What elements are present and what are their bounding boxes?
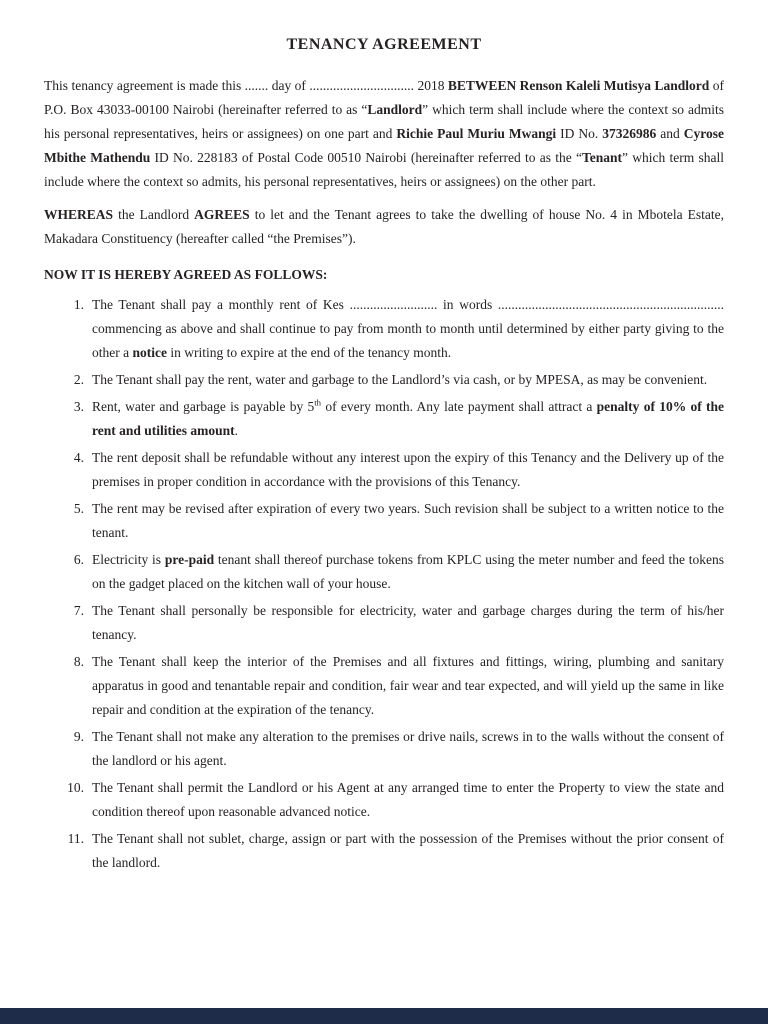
- clause-item: [44, 395, 724, 443]
- clause-text: Rent, water and garbage is payable by 5th of every month. Any late payment shall attract a penalty of 10% of the rent and utilities amount.: [92, 397, 725, 438]
- clause-text: The Tenant shall personally be responsible for electricity, water and garbage charges during the term of his/her tenancy.: [92, 603, 724, 642]
- clause-item: [44, 650, 724, 722]
- clause-number: 2.: [73, 372, 84, 387]
- clause-list: [44, 293, 724, 875]
- viewer-footer-bar: [0, 1008, 768, 1024]
- clause-item: [44, 599, 724, 647]
- clause-text: The Tenant shall keep the interior of the Premises and all fixtures and fittings, wiring, plumbing and sanitary apparatus in good and tenantable repair and condition, fair wear and tear expected, and will yield up the same in like repair and condition at the expiration of the tenancy.: [92, 654, 724, 717]
- clause-number: 4.: [73, 450, 84, 465]
- clause-text: The Tenant shall permit the Landlord or his Agent at any arranged time to enter the Property to view the state and condition thereof upon reasonable advanced notice.: [92, 780, 724, 819]
- document-title: TENANCY AGREEMENT: [286, 36, 482, 53]
- clause-text: The rent may be revised after expiration of every two years. Such revision shall be subject to a written notice to the tenant.: [92, 501, 724, 540]
- clause-item: [44, 497, 724, 545]
- clause-number: 7.: [73, 603, 84, 618]
- clause-item: [44, 776, 724, 824]
- clause-item: [44, 293, 724, 365]
- clause-text: The Tenant shall pay the rent, water and garbage to the Landlord’s via cash, or by MPESA, as may be convenient.: [92, 372, 708, 387]
- agreement-heading: NOW IT IS HEREBY AGREED AS FOLLOWS:: [44, 267, 328, 282]
- clause-item: [44, 548, 724, 596]
- clause-number: 10.: [67, 780, 84, 795]
- clause-item: [44, 827, 724, 875]
- clause-number: 11.: [67, 831, 84, 846]
- whereas-paragraph: WHEREAS the Landlord AGREES to let and the Tenant agrees to take the dwelling of house No. 4 in Mbotela Estate, Makadara Constituency (hereafter called “the Premises”).: [44, 207, 724, 246]
- clause-number: 9.: [73, 729, 84, 744]
- intro-paragraph: This tenancy agreement is made this ....... day of ............................... 2018 BETWEEN Renson Kaleli Mutisya Landlord of P.O. Box 43033-00100 Nairobi (hereinafter referred to as “Landlord” which term shall include where the context so admits his personal representatives, heirs or assignees) on one part and Richie Paul Muriu Mwangi ID No. 37326986 and Cyrose Mbithe Mathendu ID No. 228183 of Postal Code 00510 Nairobi (hereinafter referred to as the “Tenant” which term shall include where the context so admits, his personal representatives, heirs or assignees) on the other part.: [44, 78, 724, 189]
- clause-item: [44, 446, 724, 494]
- clause-text: The Tenant shall not sublet, charge, assign or part with the possession of the Premises without the prior consent of the landlord.: [92, 831, 724, 870]
- clause-text: The Tenant shall not make any alteration to the premises or drive nails, screws in to the walls without the consent of the landlord or his agent.: [92, 729, 724, 768]
- clause-number: 3.: [73, 399, 84, 414]
- clause-text: The Tenant shall pay a monthly rent of Kes .......................... in words ................................................................... commencing as above and shall continue to pay from month to month until determined by either party giving to the other a notice in writing to expire at the end of the tenancy month.: [92, 297, 724, 360]
- clause-number: 1.: [73, 297, 84, 312]
- clause-item: [44, 368, 724, 392]
- clause-text: The rent deposit shall be refundable without any interest upon the expiry of this Tenancy and the Delivery up of the premises in proper condition in accordance with the provisions of this Tenancy.: [92, 450, 724, 489]
- clause-number: 8.: [73, 654, 84, 669]
- clause-number: 5.: [73, 501, 84, 516]
- clause-item: [44, 725, 724, 773]
- clause-number: 6.: [73, 552, 84, 567]
- clause-text: Electricity is pre-paid tenant shall thereof purchase tokens from KPLC using the meter number and feed the tokens on the gadget placed on the kitchen wall of your house.: [92, 552, 725, 591]
